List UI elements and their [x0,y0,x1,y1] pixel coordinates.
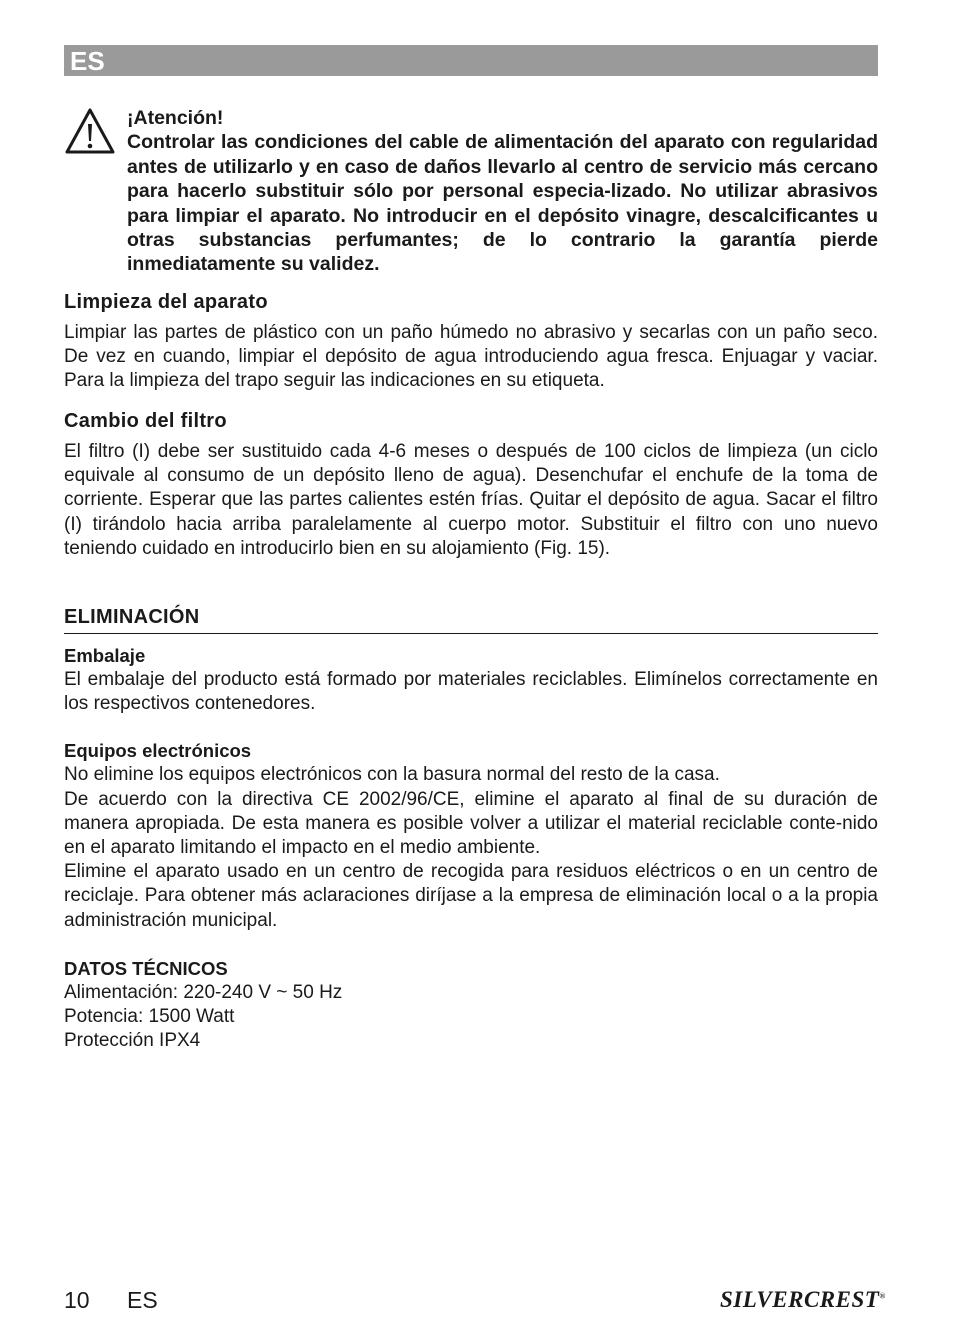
equipos-text-1: No elimine los equipos electrónicos con la basura normal del resto de la casa. [64,764,720,786]
brand-name: SILVERCREST [720,1287,880,1312]
language-header-bar [64,45,878,76]
section-filtro [64,408,878,561]
caution-block [127,106,878,277]
embalaje-heading: Embalaje [64,645,146,666]
datos-line-alimentacion: Alimentación: 220-240 V ~ 50 Hz [64,982,343,1003]
brand-logo [720,1287,886,1313]
section-datos-tecnicos [64,957,878,1054]
datos-line-potencia: Potencia: 1500 Watt [64,1006,235,1028]
section-eliminacion [64,604,878,933]
page-number: 10 [64,1287,90,1313]
equipos-text-3: Elimine el aparato usado en un centro de recogida para residuos eléctricos o en un centro de reciclaje. Para obtener más aclaraciones diríjase a la empresa de eliminación local o a la propia administración municipal. [64,861,878,931]
datos-heading: DATOS TÉCNICOS [64,958,228,979]
embalaje-text: El embalaje del producto está formado por materiales reciclables. Elimínelos correctamente en los respectivos contenedores. [64,669,878,715]
caution-text: Controlar las condiciones del cable de alimentación del aparato con regularidad antes de utilizarlo y en caso de daños llevarlo al centro de servicio más cercano para hacerlo substituir sólo por personal especia-lizado. No utilizar abrasivos para limpiar el aparato. No introducir en el depósito vinagre, descalcificantes u otras substancias perfumantes; de lo contrario la garantía pierde inmediatamente su validez. [127,131,878,276]
registered-mark: ® [879,1291,886,1301]
language-label: ES [70,46,105,76]
filtro-text: El filtro (I) debe ser sustituido cada 4-6 meses o después de 100 ciclos de limpieza (un ciclo equivale al consumo de un depósito lleno de agua). Desenchufar el enchufe de la toma de corriente. Esperar que las partes calientes estén frías. Quitar el depósito de agua. Sacar el filtro (I) tirándolo hacia arriba paralelamente al cuerpo motor. Substituir el filtro con uno nuevo teniendo cuidado en introducirlo bien en su alojamiento (Fig. 15). [64,441,878,559]
eliminacion-heading: ELIMINACIÓN [64,604,878,634]
limpieza-text: Limpiar las partes de plástico con un paño húmedo no abrasivo y secarlas con un paño seco. De vez en cuando, limpiar el depósito de agua introduciendo agua fresca. Enjuagar y vaciar. Para la limpieza del trapo seguir las indicaciones en su etiqueta. [64,322,878,392]
equipos-text-2: De acuerdo con la directiva CE 2002/96/CE, elimine el aparato al final de su duración de manera apropiada. De esta manera es posible volver a utilizar el material reciclable conte-nido en el aparato limitando el impacto en el medio ambiente. [64,788,878,859]
limpieza-heading: Limpieza del aparato [64,291,268,313]
section-limpieza [64,289,878,394]
warning-triangle-icon [64,107,116,155]
filtro-heading: Cambio del filtro [64,410,227,432]
caution-title: ¡Atención! [127,107,224,129]
footer-language: ES [127,1287,158,1313]
equipos-heading: Equipos electrónicos [64,740,252,762]
datos-line-proteccion: Protección IPX4 [64,1030,201,1052]
